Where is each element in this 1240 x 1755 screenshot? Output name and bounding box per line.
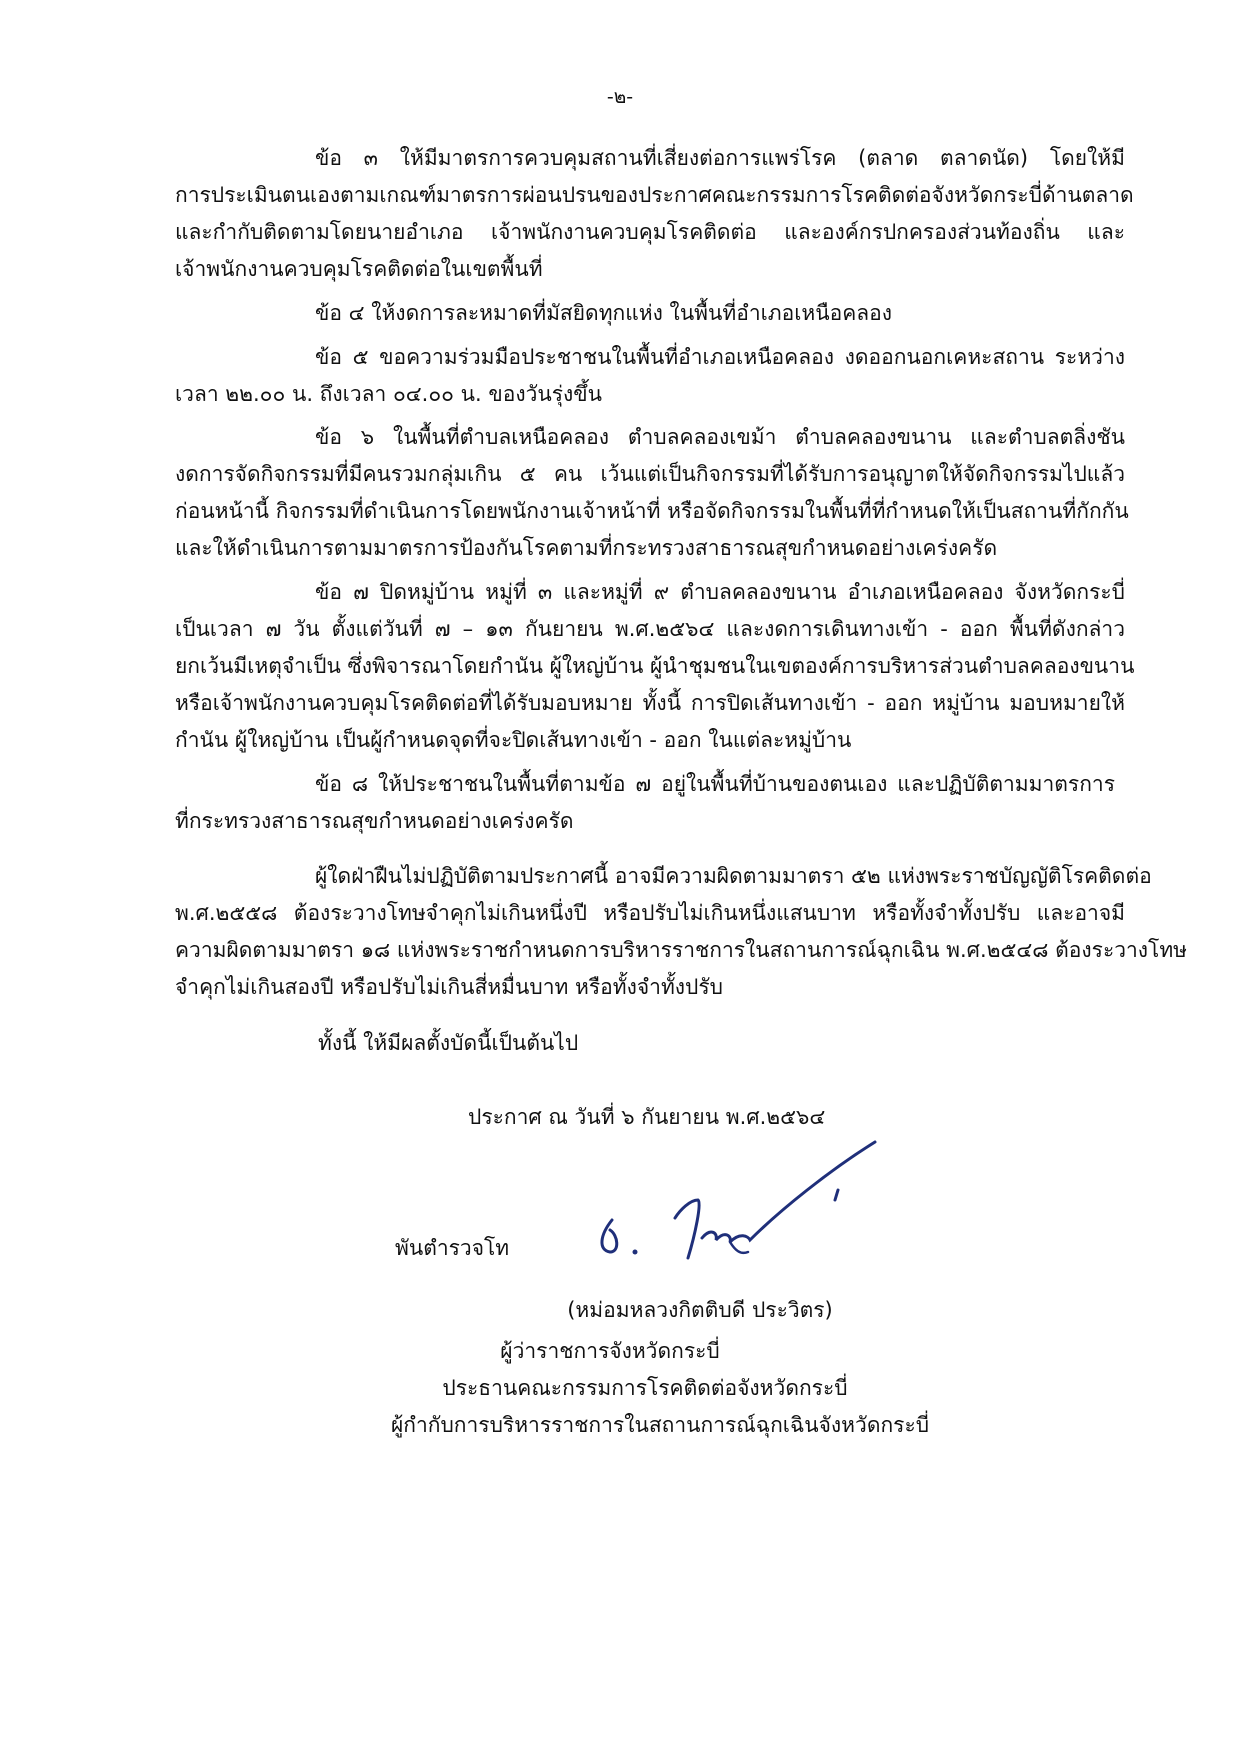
clause-6-line: ข้อ ๖ ในพื้นที่ตำบลเหนือคลอง ตำบลคลองเขม้า ตำบลคลองขนาน และตำบลตลิ่งชัน [315,425,1125,449]
clause-8-line: ที่กระทรวงสาธารณสุขกำหนดอย่างเคร่งครัด [175,809,574,833]
signature-stroke [702,1142,875,1242]
signatory-name: (หม่อมหลวงกิตติบดี ประวิตร) [567,1298,833,1322]
signature-stroke [730,1242,748,1253]
clause-5-line: เวลา ๒๒.๐๐ น. ถึงเวลา ๐๔.๐๐ น. ของวันรุ่งขึ้น [175,382,602,406]
clause-7-line: ยกเว้นมีเหตุจำเป็น ซึ่งพิจารณาโดยกำนัน ผู้ใหญ่บ้าน ผู้นำชุมชนในเขตองค์การบริหารส่วนตำบลคลองขนาน [175,654,1135,678]
clause-6-line: ก่อนหน้านี้ กิจกรรมที่ดำเนินการโดยพนักงานเจ้าหน้าที่ หรือจัดกิจกรรมในพื้นที่ที่กำหนดให้เป็นสถานที่กักกัน [175,499,1129,523]
penalty-line: ผู้ใดฝ่าฝืนไม่ปฏิบัติตามประกาศนี้ อาจมีความผิดตามมาตรา ๕๒ แห่งพระราชบัญญัติโรคติดต่อ [315,864,1152,888]
signatory-title: ประธานคณะกรรมการโรคติดต่อจังหวัดกระบี่ [442,1376,848,1400]
clause-3-line: การประเมินตนเองตามเกณฑ์มาตรการผ่อนปรนของประกาศคณะกรรมการโรคติดต่อจังหวัดกระบี่ด้านตลาด [175,183,1134,207]
signature-stroke [675,1200,699,1258]
penalty-line: ความผิดตามมาตรา ๑๘ แห่งพระราชกำหนดการบริหารราชการในสถานการณ์ฉุกเฉิน พ.ศ.๒๕๔๘ ต้องระวางโทษ [175,938,1188,962]
signature-stroke [633,1250,638,1255]
announcement-date: ประกาศ ณ วันที่ ๖ กันยายน พ.ศ.๒๕๖๔ [468,1105,826,1129]
clause-7-line: เป็นเวลา ๗ วัน ตั้งแต่วันที่ ๗ – ๑๓ กันยายน พ.ศ.๒๕๖๔ และงดการเดินทางเข้า - ออก พื้นที่ดังกล่าว [175,617,1125,641]
signatory-rank: พันตำรวจโท [395,1236,510,1260]
clause-5-line: ข้อ ๕ ขอความร่วมมือประชาชนในพื้นที่อำเภอเหนือคลอง งดออกนอกเคหะสถาน ระหว่าง [315,345,1125,369]
clause-3-line: และกำกับติดตามโดยนายอำเภอ เจ้าพนักงานควบคุมโรคติดต่อ และองค์กรปกครองส่วนท้องถิ่น และ [175,220,1125,244]
clause-7-line: หรือเจ้าพนักงานควบคุมโรคติดต่อที่ได้รับมอบหมาย ทั้งนี้ การปิดเส้นทางเข้า - ออก หมู่บ้าน มอบหมายให้ [175,691,1125,715]
clause-3-line: ข้อ ๓ ให้มีมาตรการควบคุมสถานที่เสี่ยงต่อการแพร่โรค (ตลาด ตลาดนัด) โดยให้มี [315,146,1125,170]
signatory-title: ผู้กำกับการบริหารราชการในสถานการณ์ฉุกเฉินจังหวัดกระบี่ [390,1413,930,1437]
penalty-line: จำคุกไม่เกินสองปี หรือปรับไม่เกินสี่หมื่นบาท หรือทั้งจำทั้งปรับ [175,975,723,999]
clause-6-line: งดการจัดกิจกรรมที่มีคนรวมกลุ่มเกิน ๕ คน เว้นแต่เป็นกิจกรรมที่ได้รับการอนุญาตให้จัดกิจกรรมไปแล้ว [175,462,1125,486]
clause-4-line: ข้อ ๔ ให้งดการละหมาดที่มัสยิดทุกแห่ง ในพื้นที่อำเภอเหนือคลอง [315,301,893,325]
signatory-title: ผู้ว่าราชการจังหวัดกระบี่ [500,1339,720,1363]
clause-7-line: ข้อ ๗ ปิดหมู่บ้าน หมู่ที่ ๓ และหมู่ที่ ๙ ตำบลคลองขนาน อำเภอเหนือคลอง จังหวัดกระบี่ [315,580,1125,604]
penalty-line: พ.ศ.๒๕๕๘ ต้องระวางโทษจำคุกไม่เกินหนึ่งปี หรือปรับไม่เกินหนึ่งแสนบาท หรือทั้งจำทั้งปรับ และอาจมี [175,901,1125,925]
signature-image [590,1140,880,1290]
clause-6-line: และให้ดำเนินการตามมาตรการป้องกันโรคตามที่กระทรวงสาธารณสุขกำหนดอย่างเคร่งครัด [175,536,998,560]
clause-3-line: เจ้าพนักงานควบคุมโรคติดต่อในเขตพื้นที่ [175,257,543,281]
signature-stroke [602,1220,617,1252]
clause-7-line: กำนัน ผู้ใหญ่บ้าน เป็นผู้กำหนดจุดที่จะปิดเส้นทางเข้า - ออก ในแต่ละหมู่บ้าน [175,728,852,752]
signature-stroke [835,1190,838,1200]
page-number: -๒- [606,86,634,108]
effective-statement: ทั้งนี้ ให้มีผลตั้งบัดนี้เป็นต้นไป [318,1031,579,1055]
clause-8-line: ข้อ ๘ ให้ประชาชนในพื้นที่ตามข้อ ๗ อยู่ในพื้นที่บ้านของตนเอง และปฏิบัติตามมาตรการ [315,772,1115,796]
